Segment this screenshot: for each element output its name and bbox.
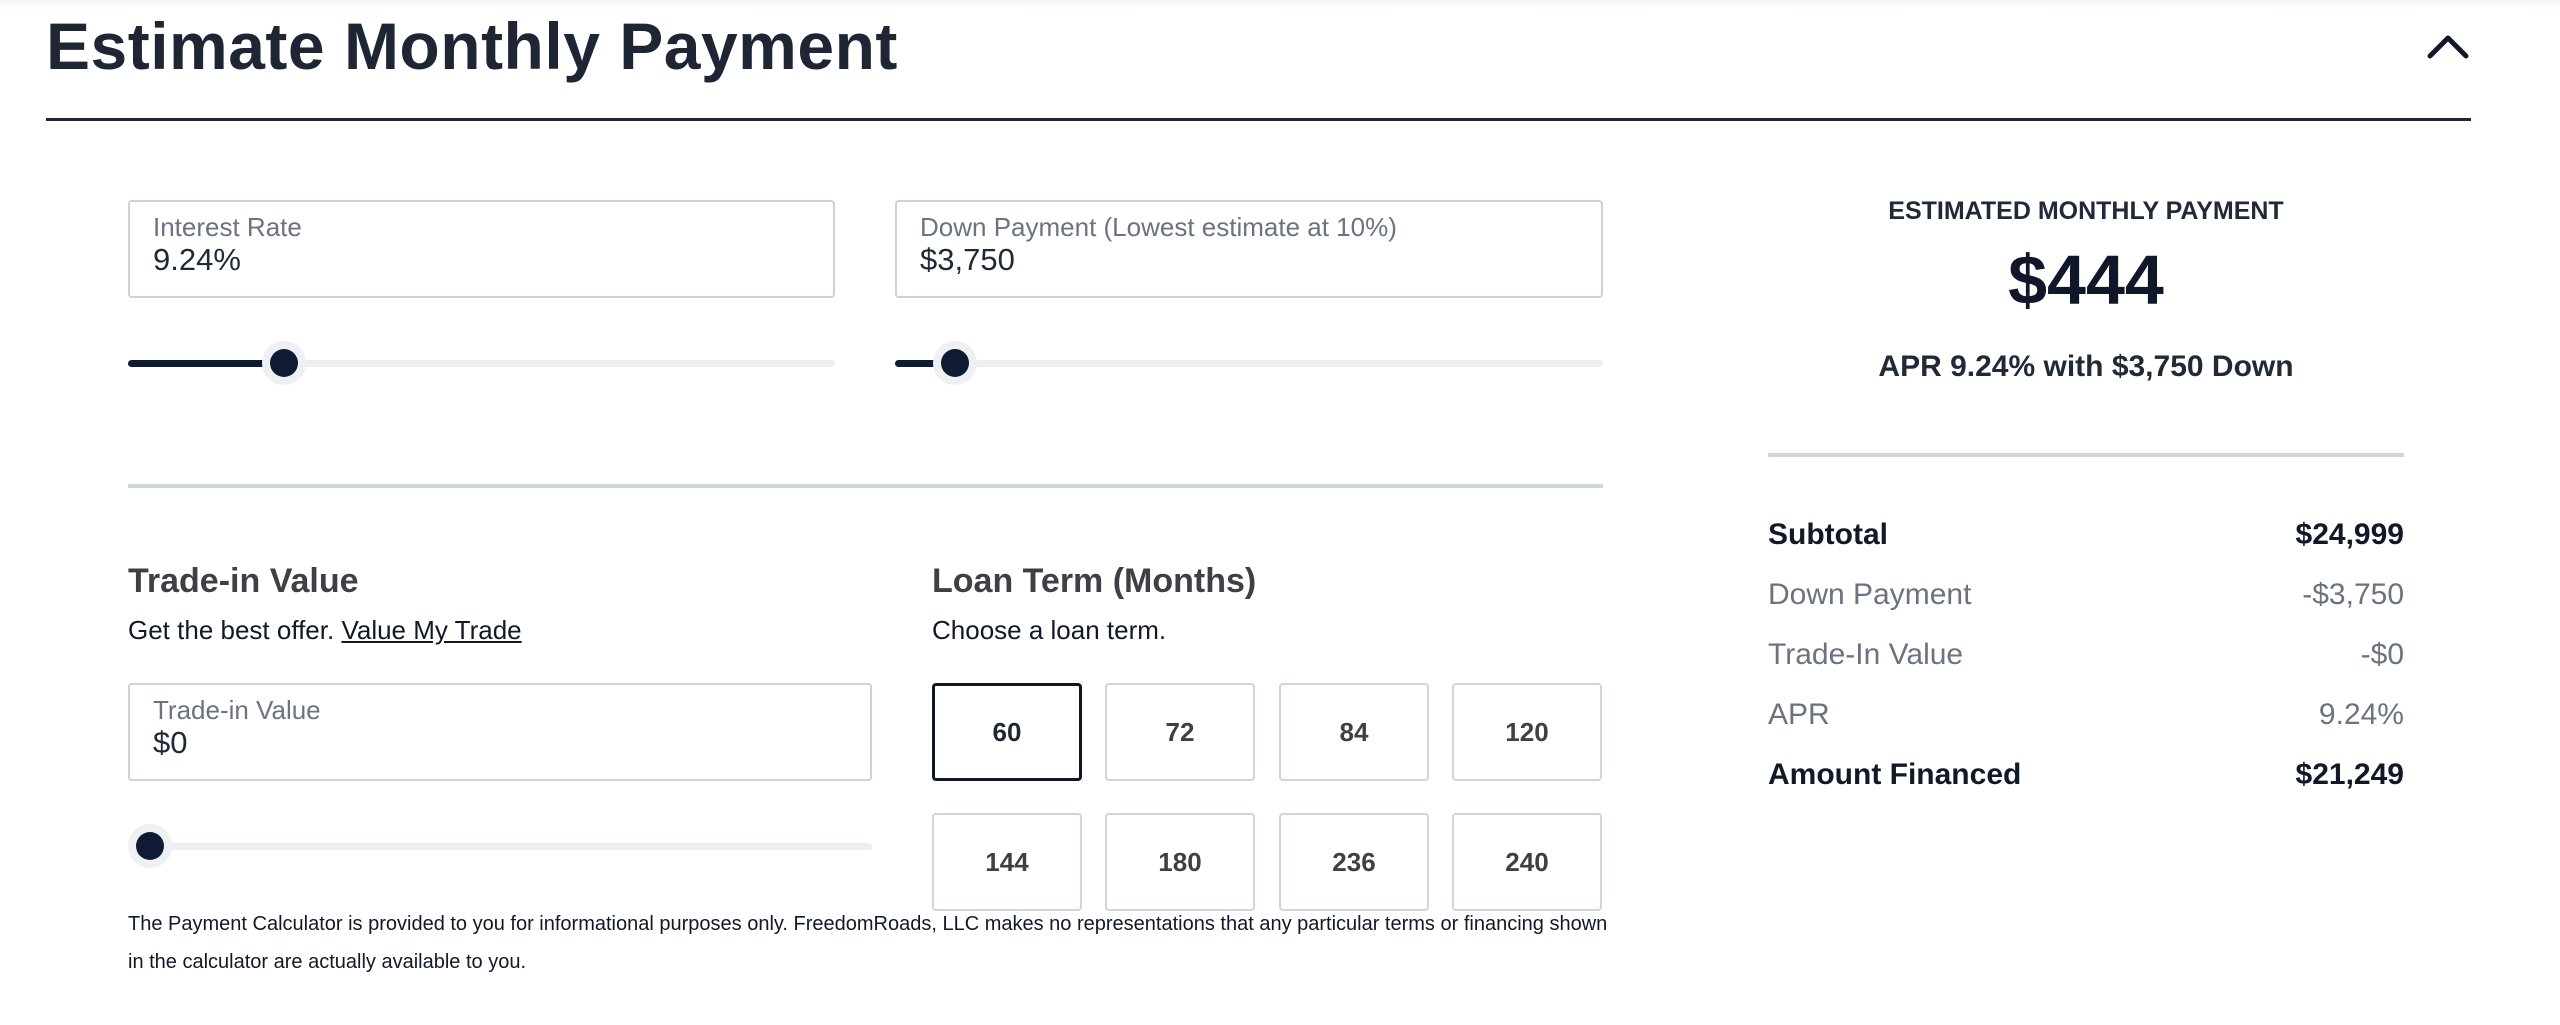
down-payment-label: Down Payment (Lowest estimate at 10%): [920, 212, 1397, 242]
title-divider: [46, 118, 2471, 121]
chevron-up-icon: [2420, 18, 2476, 74]
page-title: Estimate Monthly Payment: [46, 9, 898, 83]
summary-row-label: APR: [1768, 698, 1830, 731]
summary-divider: [1768, 453, 2404, 457]
summary-row-label: Subtotal: [1768, 518, 1888, 551]
summary-row-amount-financed: [1768, 758, 2404, 798]
loan-term-option[interactable]: 84: [1279, 683, 1429, 781]
summary-row-value: $24,999: [2295, 518, 2404, 551]
interest-rate-slider[interactable]: [128, 360, 835, 367]
loan-term-option[interactable]: 72: [1105, 683, 1255, 781]
value-my-trade-link[interactable]: Value My Trade: [341, 615, 522, 645]
loan-term-heading: Loan Term (Months): [932, 562, 1257, 600]
loan-term-option[interactable]: 144: [932, 813, 1082, 911]
loan-term-option[interactable]: 120: [1452, 683, 1602, 781]
summary-row-label: Amount Financed: [1768, 758, 2022, 791]
trade-in-subtitle-text: Get the best offer.: [128, 615, 335, 645]
trade-in-subtitle: [128, 615, 522, 646]
interest-rate-field[interactable]: [128, 200, 835, 298]
interest-rate-label: Interest Rate: [153, 212, 302, 242]
summary-row-subtotal: [1768, 518, 2404, 558]
interest-rate-value: 9.24%: [153, 242, 241, 277]
down-payment-value: $3,750: [920, 242, 1015, 277]
trade-in-field-label: Trade-in Value: [153, 695, 321, 725]
summary-row-label: Down Payment: [1768, 578, 1972, 611]
estimated-payment-amount: $444: [2008, 241, 2164, 319]
trade-in-slider-thumb[interactable]: [128, 824, 172, 868]
down-payment-field[interactable]: [895, 200, 1603, 298]
summary-row-value: -$0: [2360, 638, 2404, 671]
trade-in-field[interactable]: [128, 683, 872, 781]
summary-row-value: 9.24%: [2318, 698, 2404, 731]
trade-in-heading: Trade-in Value: [128, 562, 359, 600]
summary-row-value: $21,249: [2295, 758, 2404, 791]
summary-row-value: -$3,750: [2302, 578, 2404, 611]
apr-summary: APR 9.24% with $3,750 Down: [1878, 350, 2294, 383]
loan-term-option[interactable]: 60: [932, 683, 1082, 781]
estimated-payment-label: ESTIMATED MONTHLY PAYMENT: [1888, 197, 2284, 225]
trade-in-slider[interactable]: [128, 843, 872, 850]
inputs-divider: [128, 484, 1603, 488]
down-payment-slider-thumb[interactable]: [933, 341, 977, 385]
summary-row-down-payment: [1768, 578, 2404, 618]
summary-row-label: Trade-In Value: [1768, 638, 1964, 671]
trade-in-field-value: $0: [153, 725, 188, 760]
collapse-button[interactable]: [2420, 18, 2476, 74]
loan-term-option[interactable]: 180: [1105, 813, 1255, 911]
interest-rate-slider-thumb[interactable]: [262, 341, 306, 385]
interest-rate-slider-fill: [128, 360, 284, 367]
down-payment-slider[interactable]: [895, 360, 1603, 367]
loan-term-subtitle: Choose a loan term.: [932, 615, 1167, 645]
summary-row-trade-in: [1768, 638, 2404, 678]
loan-term-option[interactable]: 240: [1452, 813, 1602, 911]
disclaimer-text: The Payment Calculator is provided to you for informational purposes only. FreedomRoads, LLC makes no representations that any particular terms or financing shown in the calculator are actually available to you.: [128, 913, 1608, 973]
loan-term-option[interactable]: 236: [1279, 813, 1429, 911]
summary-row-apr: [1768, 698, 2404, 738]
